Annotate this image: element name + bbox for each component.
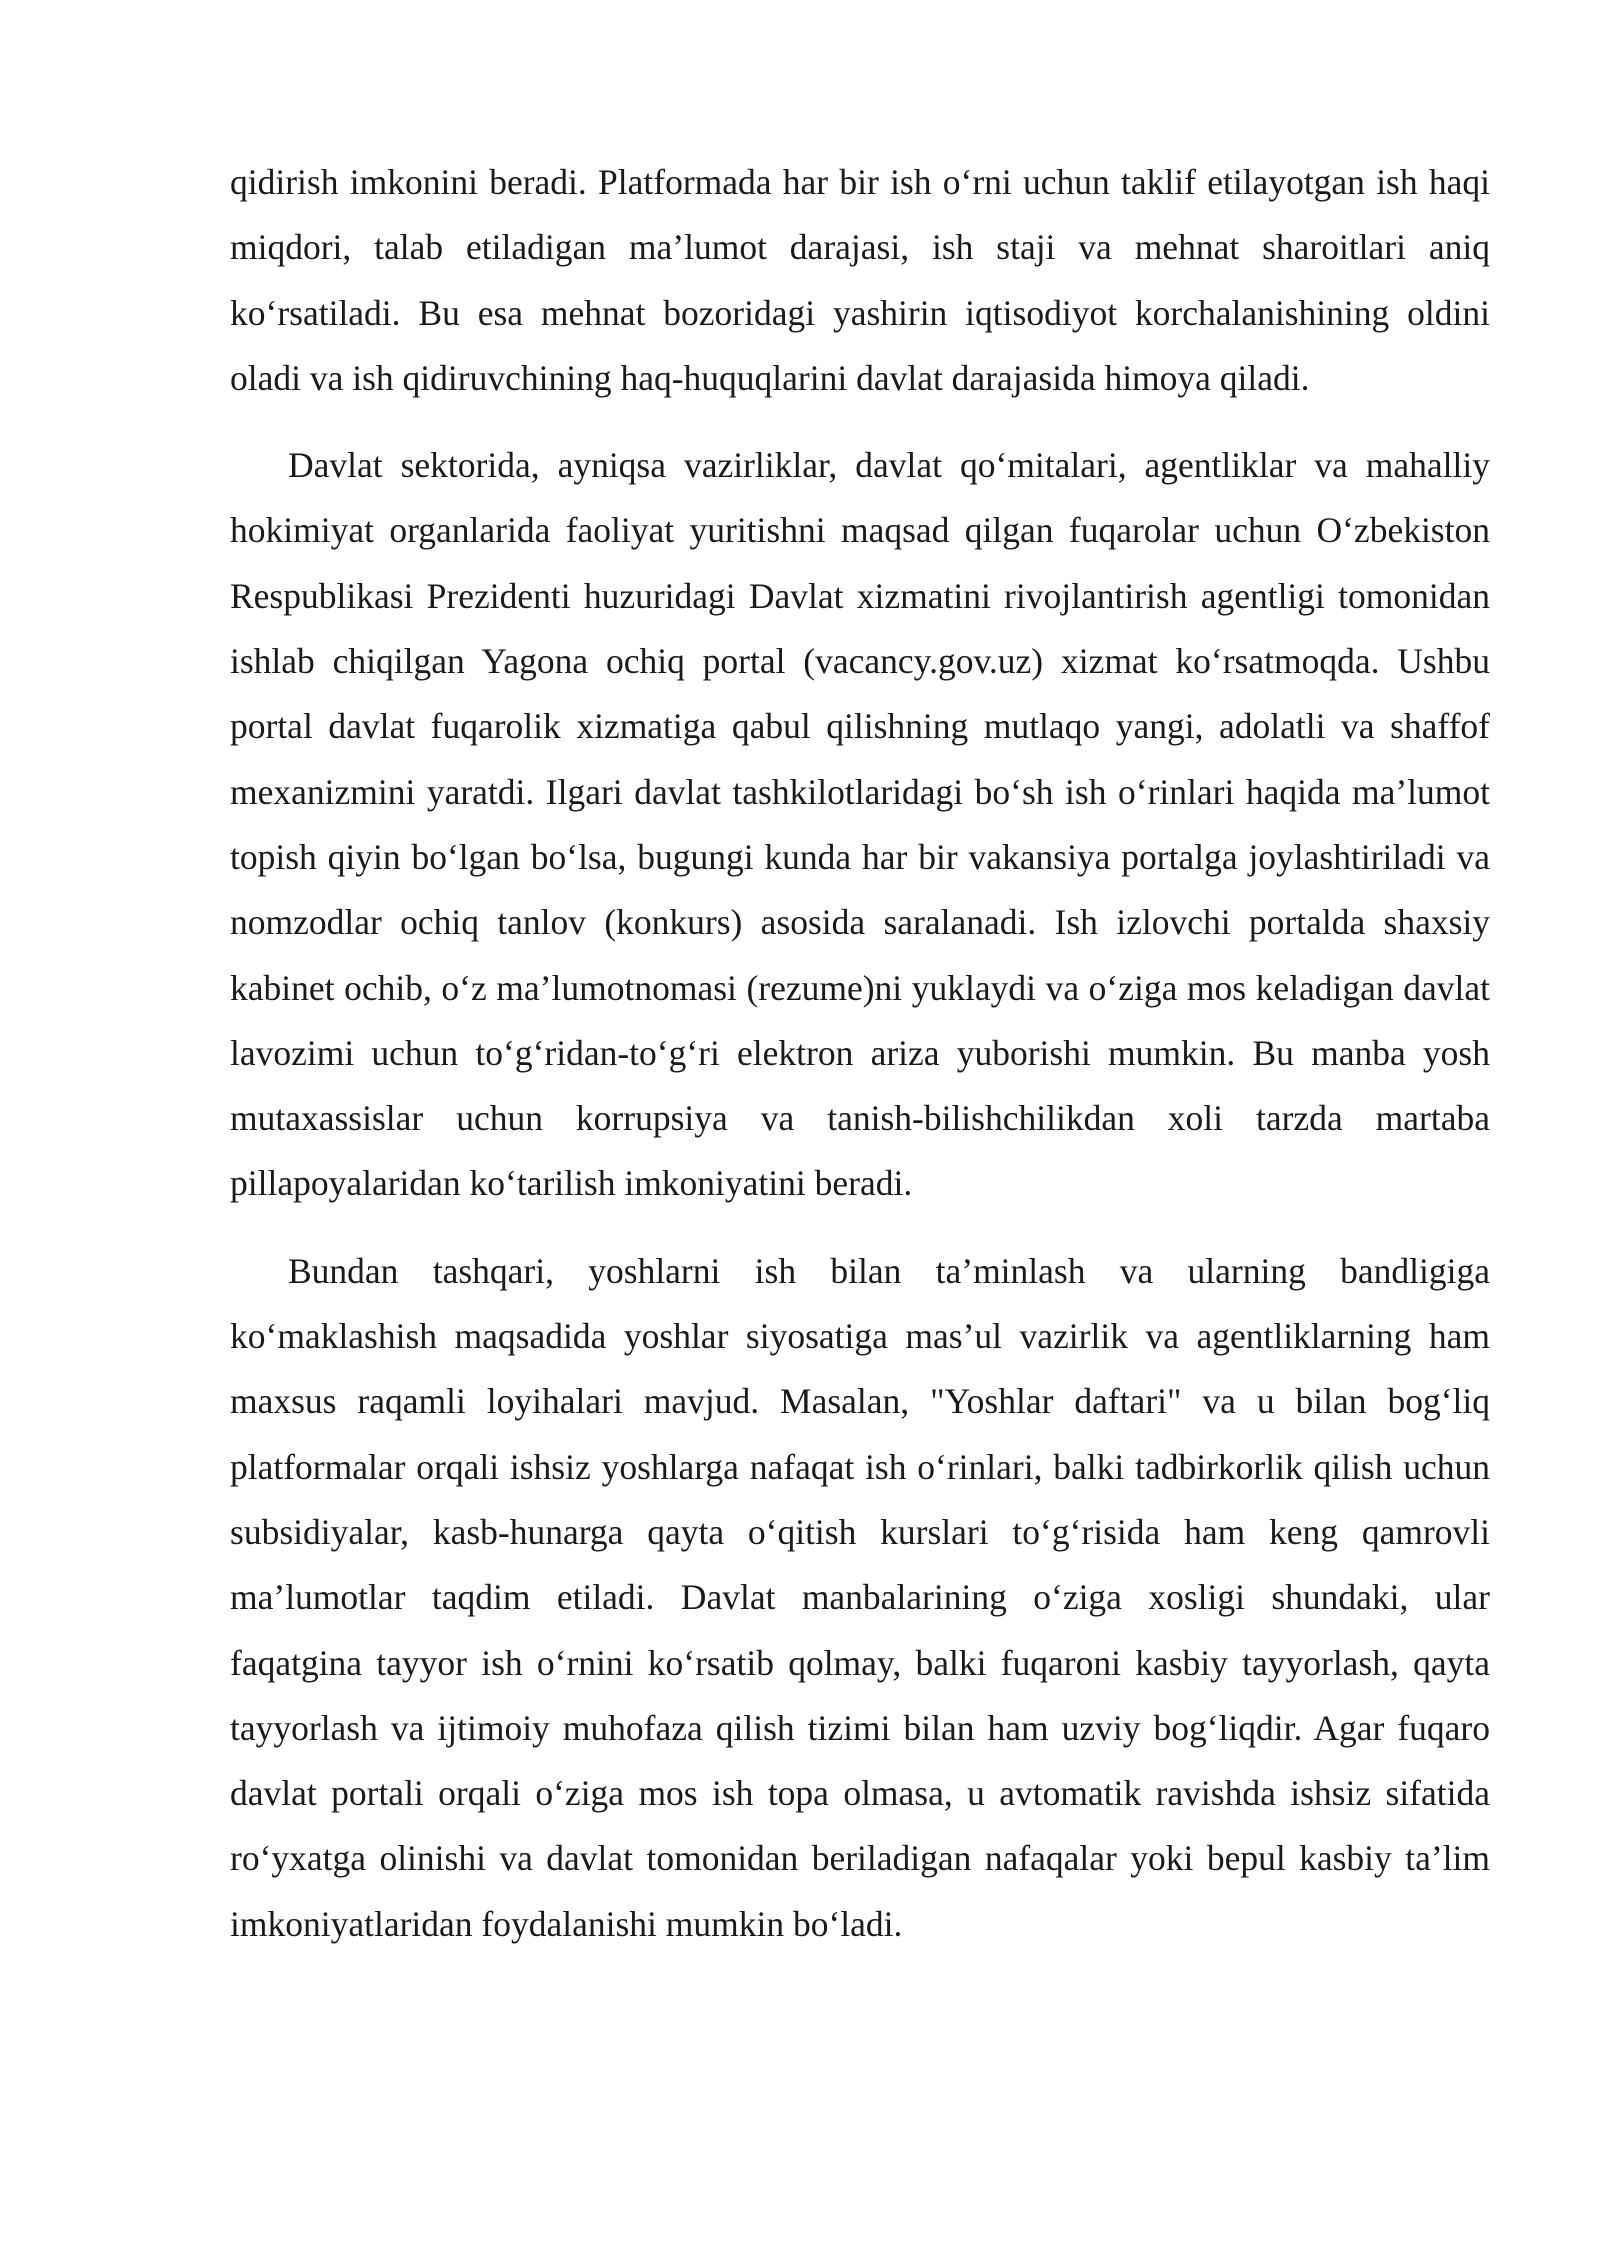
paragraph-continuation: qidirish imkonini beradi. Platformada har bir ish o‘rni uchun taklif etilayotgan ish haqi miqdori, talab etiladigan ma’lumot darajasi, ish staji va mehnat sharoitlari aniq ko‘rsatiladi. Bu esa mehnat bozoridagi yashirin iqtisodiyot korchalanishining oldini oladi va ish qidiruvchining haq-huquqlarini davlat darajasida himoya qiladi.	[230, 162, 1490, 398]
paragraph-government-portal: Davlat sektorida, ayniqsa vazirliklar, davlat qo‘mitalari, agentliklar va mahalliy hokimiyat organlarida faoliyat yuritishni maqsad qilgan fuqarolar uchun O‘zbekiston Respublikasi Prezidenti huzuridagi Davlat xizmatini rivojlantirish agentligi tomonidan ishlab chiqilgan Yagona ochiq portal (vacancy.gov.uz) xizmat ko‘rsatmoqda. Ushbu portal davlat fuqarolik xizmatiga qabul qilishning mutlaqo yangi, adolatli va shaffof mexanizmini yaratdi. Ilgari davlat tashkilotlaridagi bo‘sh ish o‘rinlari haqida ma’lumot topish qiyin bo‘lgan bo‘lsa, bugungi kunda har bir vakansiya portalga joylashtiriladi va nomzodlar ochiq tanlov (konkurs) asosida saralanadi. Ish izlovchi portalda shaxsiy kabinet ochib, o‘z ma’lumotnomasi (rezume)ni yuklaydi va o‘ziga mos keladigan davlat lavozimi uchun to‘g‘ridan-to‘g‘ri elektron ariza yuborishi mumkin. Bu manba yosh mutaxassislar uchun korrupsiya va tanish-bilishchilikdan xoli tarzda martaba pillapoyalaridan ko‘tarilish imkoniyatini beradi.	[230, 445, 1490, 1204]
body-text	[230, 150, 1490, 1979]
paragraph-youth-programs: Bundan tashqari, yoshlarni ish bilan ta’minlash va ularning bandligiga ko‘maklashish maqsadida yoshlar siyosatiga mas’ul vazirlik va agentliklarning ham maxsus raqamli loyihalari mavjud. Masalan, "Yoshlar daftari" va u bilan bog‘liq platformalar orqali ishsiz yoshlarga nafaqat ish o‘rinlari, balki tadbirkorlik qilish uchun subsidiyalar, kasb-hunarga qayta o‘qitish kurslari to‘g‘risida ham keng qamrovli ma’lumotlar taqdim etiladi. Davlat manbalarining o‘ziga xosligi shundaki, ular faqatgina tayyor ish o‘rnini ko‘rsatib qolmay, balki fuqaroni kasbiy tayyorlash, qayta tayyorlash va ijtimoiy muhofaza qilish tizimi bilan ham uzviy bog‘liqdir. Agar fuqaro davlat portali orqali o‘ziga mos ish topa olmasa, u avtomatik ravishda ishsiz sifatida ro‘yxatga olinishi va davlat tomonidan beriladigan nafaqalar yoki bepul kasbiy ta’lim imkoniyatlaridan foydalanishi mumkin bo‘ladi.	[230, 1250, 1490, 1944]
